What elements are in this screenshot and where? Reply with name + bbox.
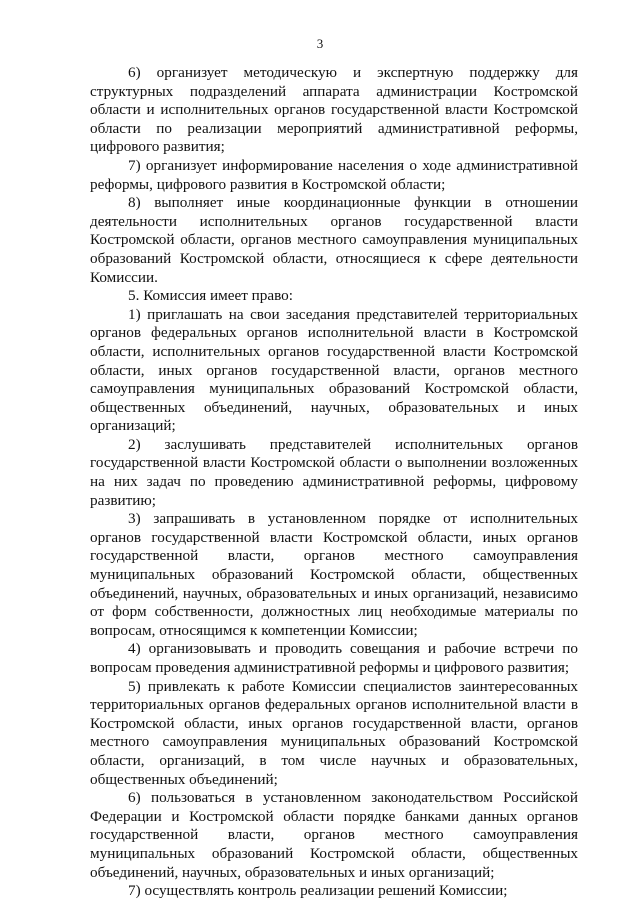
- paragraph-right-3-request: 3) запрашивать в установленном порядке от исполнительных органов государственной власти Костромской области, иных органов государственной власти, органов местного самоуправления муниципальных образований Костромской области, общественных объединений, научных, образовательных и иных организаций, независимо от форм собственности, должностных лиц необходимые материалы по вопросам, относящимся к компетенции Комиссии;: [90, 510, 578, 639]
- paragraph-item-6-methodical-support: 6) организует методическую и экспертную поддержку для структурных подразделений аппарата администрации Костромской области и исполнительных органов государственной власти Костромской области по реализации мероприятий административной реформы, цифрового развития;: [90, 64, 578, 156]
- document-body: [90, 64, 578, 901]
- paragraph-right-2-hear: 2) заслушивать представителей исполнительных органов государственной власти Костромской области о выполнении возложенных на них задач по проведению административной реформы, цифровому развитию;: [90, 435, 578, 509]
- paragraph-right-4-meetings: 4) организовывать и проводить совещания и рабочие встречи по вопросам проведения административной реформы и цифрового развития;: [90, 640, 578, 676]
- paragraph-item-8-coordination: 8) выполняет иные координационные функции в отношении деятельности исполнительных органов государственной власти Костромской области, органов местного самоуправления муниципальных образований Костромской области, относящиеся к сфере деятельности Комиссии.: [90, 194, 578, 286]
- paragraph-right-6-databases: 6) пользоваться в установленном законодательством Российской Федерации и Костромской области порядке банками данных органов государственной власти, органов местного самоуправления муниципальных образований Костромской области, общественных объединений, научных, образовательных и иных организаций;: [90, 789, 578, 881]
- paragraph-item-7-informing: 7) организует информирование населения о ходе административной реформы, цифрового развития в Костромской области;: [90, 156, 578, 193]
- paragraph-right-7-control: 7) осуществлять контроль реализации решений Комиссии;: [128, 882, 508, 900]
- page-number: 3: [316, 36, 324, 51]
- paragraph-right-1-invite: 1) приглашать на свои заседания представителей территориальных органов федеральных органов исполнительной власти в Костромской области, исполнительных органов государственной власти Костромской области, иных органов государственной власти, органов местного самоуправления муниципальных образований Костромской области, общественных объединений, научных, образовательных и иных организаций;: [90, 305, 578, 435]
- section-heading-commission-rights: 5. Комиссия имеет право:: [128, 287, 293, 305]
- paragraph-right-5-specialists: 5) привлекать к работе Комиссии специалистов заинтересованных территориальных органов федеральных органов исполнительной власти в Костромской области, иных органов государственной власти, органов местного самоуправления муниципальных образований Костромской области, организаций, в том числе научных и образовательных, общественных объединений;: [90, 677, 578, 788]
